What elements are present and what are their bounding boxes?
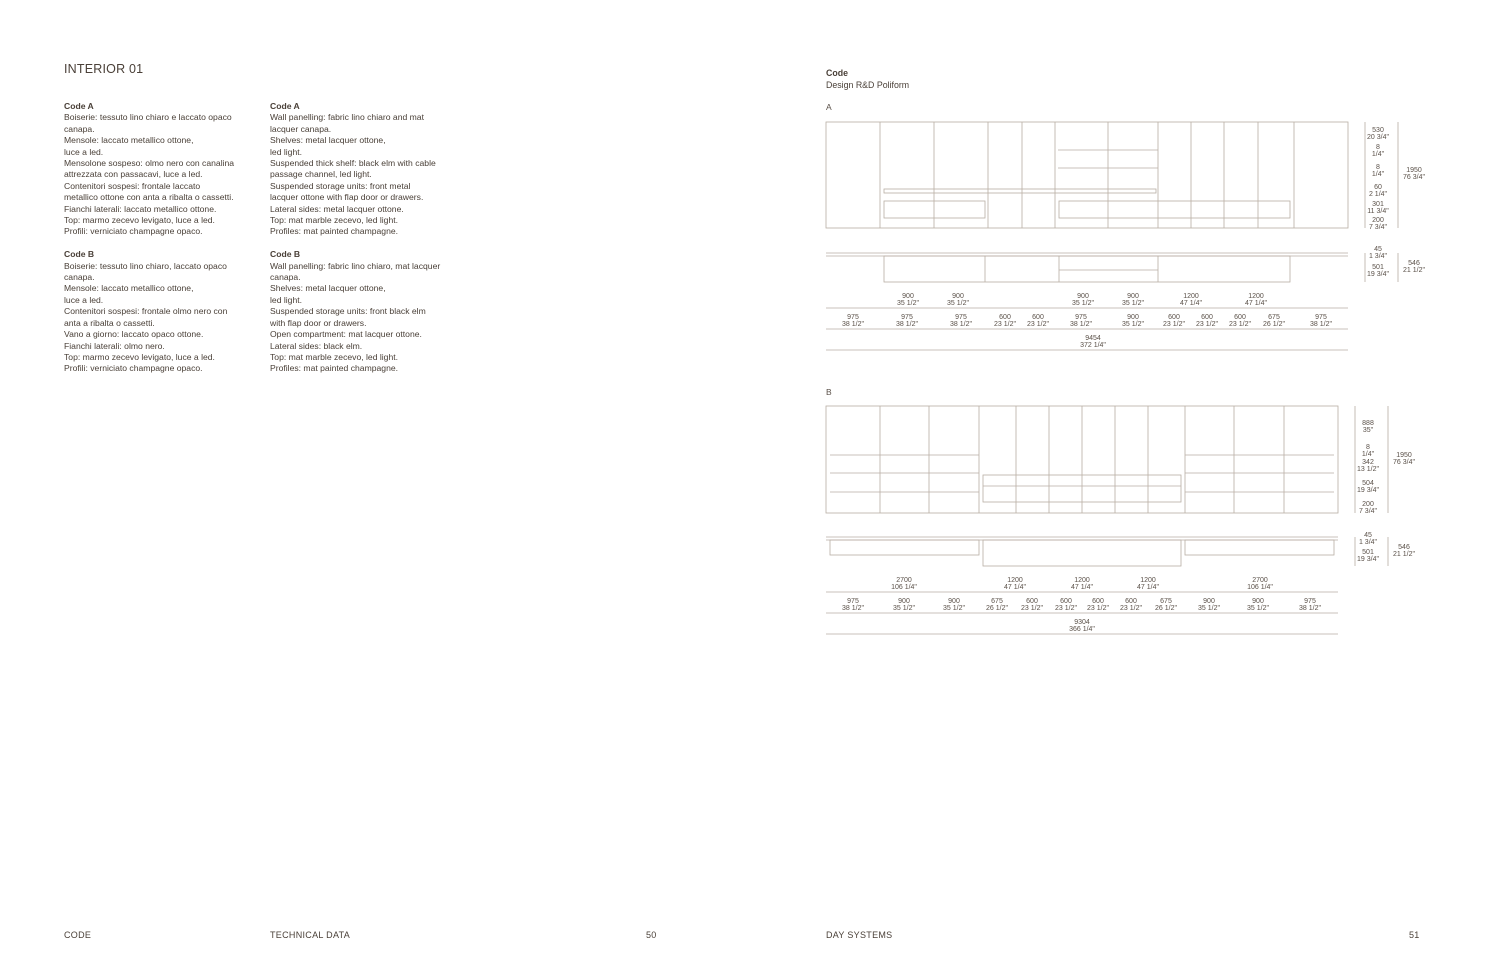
drawing-b-upper-width-label: 106 1/4" — [1247, 584, 1273, 591]
drawing-b-depth-label: 1 3/4" — [1358, 539, 1378, 546]
drawing-b-total-depth-label: 546 — [1398, 544, 1410, 551]
english-code-b-line: Suspended storage units: front black elm — [270, 306, 426, 317]
drawing-b-lower-width-label: 38 1/2" — [1299, 605, 1321, 612]
drawing-a-lower-width-label: 23 1/2" — [1196, 321, 1218, 328]
drawing-b-upper-width-label: 2700 — [896, 577, 912, 584]
english-code-b-line: Profiles: mat painted champagne. — [270, 363, 399, 374]
drawing-a-lower-width-label: 23 1/2" — [994, 321, 1016, 328]
drawing-a-upper-width-label: 47 1/4" — [1180, 300, 1202, 307]
drawing-a-depth-label: 45 — [1374, 246, 1382, 253]
drawing-b-upper-width-label: 47 1/4" — [1137, 584, 1159, 591]
english-code-a-line: Wall panelling: fabric lino chiaro and mat — [270, 112, 424, 123]
english-code-b-line: Top: mat marble zecevo, led light. — [270, 351, 399, 362]
english-code-a-line: led light. — [270, 146, 303, 157]
drawing-a-height-label: 200 — [1372, 217, 1384, 224]
drawing-a-height-label: 7 3/4" — [1368, 224, 1388, 231]
drawing-b-height-label: 35" — [1362, 427, 1374, 434]
italian-code-b-line: Mensole: laccato metallico ottone, — [64, 283, 194, 294]
drawing-a-lower-width-label: 600 — [1201, 314, 1213, 321]
drawing-b-lower-width-label: 900 — [898, 598, 910, 605]
drawing-b-panel-dividers — [880, 406, 1284, 513]
drawing-b-total-width-label: 366 1/4" — [1069, 626, 1095, 633]
drawing-b-lower-width-label: 35 1/2" — [1198, 605, 1220, 612]
drawing-b-upper-width-label: 2700 — [1252, 577, 1268, 584]
drawing-a-upper-width-label: 35 1/2" — [1122, 300, 1144, 307]
english-code-a-line: Lateral sides: metal lacquer ottone. — [270, 203, 404, 214]
drawing-b-lower-width-label: 900 — [1252, 598, 1264, 605]
italian-code-a-line: Fianchi laterali: laccato metallico ottone. — [64, 203, 217, 214]
drawing-b-height-label: 19 3/4" — [1357, 487, 1379, 494]
italian-code-a-line: metallico ottone con anta a ribalta o cassetti. — [64, 192, 234, 203]
english-code-b-line: Wall panelling: fabric lino chiaro, mat lacquer — [270, 260, 441, 271]
italian-code-a-line: Mensole: laccato metallico ottone, — [64, 135, 194, 146]
drawing-b-lower-width-label: 900 — [1203, 598, 1215, 605]
italian-code-a-line: canapa. — [64, 123, 95, 134]
english-code-a-line: passage channel, led light. — [270, 169, 372, 180]
drawing-b-lower-width-label: 23 1/2" — [1087, 605, 1109, 612]
drawing-b-lower-width-label: 600 — [1026, 598, 1038, 605]
english-code-b-line: Open compartment: mat lacquer ottone. — [270, 329, 422, 340]
drawing-a-upper-width-label: 1200 — [1248, 293, 1264, 300]
drawing-a-upper-width-label: 35 1/2" — [947, 300, 969, 307]
drawing-b-height-label: 200 — [1362, 501, 1374, 508]
drawing-b-total-height-label: 1950 — [1396, 452, 1412, 459]
footer-day-systems: DAY SYSTEMS — [826, 930, 893, 940]
drawing-b-upper-width-label: 1200 — [1140, 577, 1156, 584]
english-code-a-line: lacquer ottone with flap door or drawers. — [270, 192, 424, 203]
drawing-a-lower-width-label: 26 1/2" — [1263, 321, 1285, 328]
drawing-a-lower-width-label: 600 — [1168, 314, 1180, 321]
drawing-b-depth-label: 501 — [1362, 549, 1374, 556]
drawing-a-height-label: 2 1/4" — [1368, 191, 1388, 198]
drawing-a-lower-width-label: 975 — [901, 314, 913, 321]
drawing-a-upper-width-label: 35 1/2" — [897, 300, 919, 307]
drawing-a-height-label: 11 3/4" — [1367, 208, 1389, 215]
drawing-b-lower-width-label: 675 — [991, 598, 1003, 605]
english-code-a-line: Top: mat marble zecevo, led light. — [270, 215, 399, 226]
drawing-b-lower-width-label: 600 — [1060, 598, 1072, 605]
drawing-a-lower-width-label: 38 1/2" — [896, 321, 918, 328]
italian-code-b-title: Code B — [64, 249, 95, 260]
drawing-a-upper-width-label: 900 — [1127, 293, 1139, 300]
drawing-a-lower-width-label: 675 — [1268, 314, 1280, 321]
drawing-b-lower-width-label: 23 1/2" — [1120, 605, 1142, 612]
italian-code-b-line: Vano a giorno: laccato opaco ottone. — [64, 329, 204, 340]
italian-code-a-line: Boiserie: tessuto lino chiaro e laccato opaco — [64, 112, 232, 123]
page-title: INTERIOR 01 — [64, 62, 144, 76]
drawing-b-height-label: 342 — [1362, 459, 1374, 466]
drawing-a-lower-width-label: 23 1/2" — [1027, 321, 1049, 328]
drawing-a-lower-width-label: 38 1/2" — [1310, 321, 1332, 328]
drawing-b-total-depth-label: 21 1/2" — [1393, 551, 1415, 558]
drawing-a-lower-width-label: 975 — [1075, 314, 1087, 321]
drawing-b-height-label: 7 3/4" — [1358, 508, 1378, 515]
drawing-b-upper-width-label: 1200 — [1074, 577, 1090, 584]
english-code-a-line: Profiles: mat painted champagne. — [270, 226, 399, 237]
footer-code: CODE — [64, 930, 92, 940]
drawing-b-total-height-label: 76 3/4" — [1393, 459, 1415, 466]
drawing-b-height-label: 8 — [1366, 444, 1370, 451]
italian-code-a-title: Code A — [64, 101, 94, 111]
drawing-a-height-label: 8 — [1376, 164, 1380, 171]
drawing-a-label: A — [826, 102, 832, 112]
italian-code-a-line: luce a led. — [64, 146, 104, 157]
italian-code-a-line: Profili: verniciato champagne opaco. — [64, 226, 203, 237]
drawing-a-upper-width-label: 900 — [1077, 293, 1089, 300]
english-code-b-line: led light. — [270, 294, 303, 305]
drawing-a-lower-width-label: 38 1/2" — [1070, 321, 1092, 328]
drawing-a-upper-width-label: 900 — [902, 293, 914, 300]
drawing-b-depth-label: 45 — [1364, 532, 1372, 539]
drawing-b-lower-width-label: 900 — [948, 598, 960, 605]
drawing-b-lower-width-label: 35 1/2" — [943, 605, 965, 612]
english-code-b-line: canapa. — [270, 272, 301, 283]
italian-code-a-line: Mensolone sospeso: olmo nero con canalina — [64, 158, 235, 169]
drawing-b-height-label: 1/4" — [1361, 451, 1375, 458]
drawing-a-total-width-label: 9454 — [1085, 335, 1101, 342]
drawing-a-shelves — [884, 150, 1290, 218]
drawing-b-lower-width-label: 35 1/2" — [893, 605, 915, 612]
drawing-a-lower-width-label: 600 — [1234, 314, 1246, 321]
italian-code-b-line: Contenitori sospesi: frontale olmo nero con — [64, 306, 228, 317]
drawing-a-total-depth-label: 21 1/2" — [1403, 267, 1425, 274]
drawing-b-lower-width-label: 26 1/2" — [986, 605, 1008, 612]
drawing-b-label: B — [826, 387, 832, 397]
drawing-b-height-label: 888 — [1362, 420, 1374, 427]
drawing-a-lower-width-label: 35 1/2" — [1122, 321, 1144, 328]
english-code-b-line: Lateral sides: black elm. — [270, 340, 363, 351]
drawing-b-depth-label: 19 3/4" — [1357, 556, 1379, 563]
italian-code-b-line: Fianchi laterali: olmo nero. — [64, 340, 165, 351]
right-header-design: Design R&D Poliform — [826, 80, 910, 90]
drawing-b-upper-width-label: 47 1/4" — [1004, 584, 1026, 591]
drawing-a-total-depth-label: 546 — [1408, 260, 1420, 267]
drawing-b-lower-width-label: 975 — [847, 598, 859, 605]
drawing-a-lower-width-label: 600 — [1032, 314, 1044, 321]
english-code-b-line: Shelves: metal lacquer ottone, — [270, 283, 386, 294]
drawing-b-lower-width-label: 675 — [1160, 598, 1172, 605]
italian-code-b-line: Boiserie: tessuto lino chiaro, laccato opaco — [64, 260, 227, 271]
drawing-a-lower-width-label: 38 1/2" — [842, 321, 864, 328]
italian-code-b-line: Top: marmo zecevo levigato, luce a led. — [64, 351, 215, 362]
drawing-a-elevation-outline — [826, 122, 1348, 228]
drawing-a-depth-label: 501 — [1372, 264, 1384, 271]
drawing-a-lower-width-label: 23 1/2" — [1229, 321, 1251, 328]
drawing-a-depth-label: 1 3/4" — [1368, 253, 1388, 260]
drawing-a-upper-width-label: 1200 — [1183, 293, 1199, 300]
italian-code-a-line: attrezzata con passacavi, luce a led. — [64, 169, 203, 180]
english-code-a-title: Code A — [270, 101, 300, 111]
english-code-a-line: Suspended thick shelf: black elm with cable — [270, 158, 436, 169]
drawing-b-lower-width-label: 975 — [1304, 598, 1316, 605]
english-code-a-line: Shelves: metal lacquer ottone, — [270, 135, 386, 146]
drawing-b-lower-width-label: 600 — [1092, 598, 1104, 605]
italian-code-b-line: canapa. — [64, 272, 95, 283]
right-header-code: Code — [826, 68, 848, 78]
drawing-b-upper-width-label: 106 1/4" — [891, 584, 917, 591]
drawing-a-lower-width-label: 900 — [1127, 314, 1139, 321]
drawing-a-upper-width-label: 900 — [952, 293, 964, 300]
drawing-a-upper-width-label: 35 1/2" — [1072, 300, 1094, 307]
italian-code-a-line: Contenitori sospesi: frontale laccato — [64, 180, 201, 191]
drawing-a-total-height-label: 1950 — [1406, 167, 1422, 174]
drawing-a-height-label: 1/4" — [1371, 151, 1385, 158]
drawing-a-total-height-label: 76 3/4" — [1403, 174, 1425, 181]
italian-code-b-line: anta a ribalta o cassetti. — [64, 317, 155, 328]
drawing-a-lower-width-label: 975 — [1315, 314, 1327, 321]
drawing-b-lower-width-label: 23 1/2" — [1055, 605, 1077, 612]
drawing-a-lower-width-label: 38 1/2" — [950, 321, 972, 328]
drawing-a-total-width-label: 372 1/4" — [1080, 342, 1106, 349]
drawing-a-plan-units — [884, 256, 1290, 282]
footer-technical-data: TECHNICAL DATA — [270, 930, 351, 940]
drawing-a-depth-label: 19 3/4" — [1367, 271, 1389, 278]
italian-code-a-line: Top: marmo zecevo levigato, luce a led. — [64, 215, 215, 226]
drawing-b-height-label: 13 1/2" — [1357, 466, 1379, 473]
drawing-a-height-label: 60 — [1374, 184, 1382, 191]
english-code-b-title: Code B — [270, 249, 301, 260]
drawing-b-lower-width-label: 600 — [1125, 598, 1137, 605]
drawing-a-panel-dividers — [880, 122, 1294, 228]
english-code-a-line: lacquer canapa. — [270, 123, 332, 134]
page-number-left: 50 — [646, 930, 657, 940]
drawing-a-lower-width-label: 975 — [847, 314, 859, 321]
drawing-b-upper-width-label: 47 1/4" — [1071, 584, 1093, 591]
drawing-a-lower-width-label: 975 — [955, 314, 967, 321]
drawing-a-height-label: 301 — [1372, 201, 1384, 208]
english-code-b-line: with flap door or drawers. — [270, 317, 367, 328]
drawing-a-lower-width-label: 23 1/2" — [1163, 321, 1185, 328]
drawing-a-lower-width-label: 600 — [999, 314, 1011, 321]
italian-code-b-line: luce a led. — [64, 294, 104, 305]
drawing-a-height-label: 8 — [1376, 144, 1380, 151]
drawing-a-height-label: 1/4" — [1371, 171, 1385, 178]
page-number-right: 51 — [1409, 930, 1420, 940]
drawing-b-height-label: 504 — [1362, 480, 1374, 487]
drawing-b-lower-width-label: 23 1/2" — [1021, 605, 1043, 612]
drawing-a-upper-width-label: 47 1/4" — [1245, 300, 1267, 307]
drawing-b-lower-width-label: 35 1/2" — [1247, 605, 1269, 612]
drawing-b-upper-width-label: 1200 — [1007, 577, 1023, 584]
drawing-a-height-label: 530 — [1372, 127, 1384, 134]
drawing-b-total-width-label: 9304 — [1074, 619, 1090, 626]
drawing-b-lower-width-label: 26 1/2" — [1155, 605, 1177, 612]
english-code-a-line: Suspended storage units: front metal — [270, 180, 411, 191]
italian-code-b-line: Profili: verniciato champagne opaco. — [64, 363, 203, 374]
drawing-b-lower-width-label: 38 1/2" — [842, 605, 864, 612]
drawing-a-height-label: 20 3/4" — [1367, 134, 1389, 141]
